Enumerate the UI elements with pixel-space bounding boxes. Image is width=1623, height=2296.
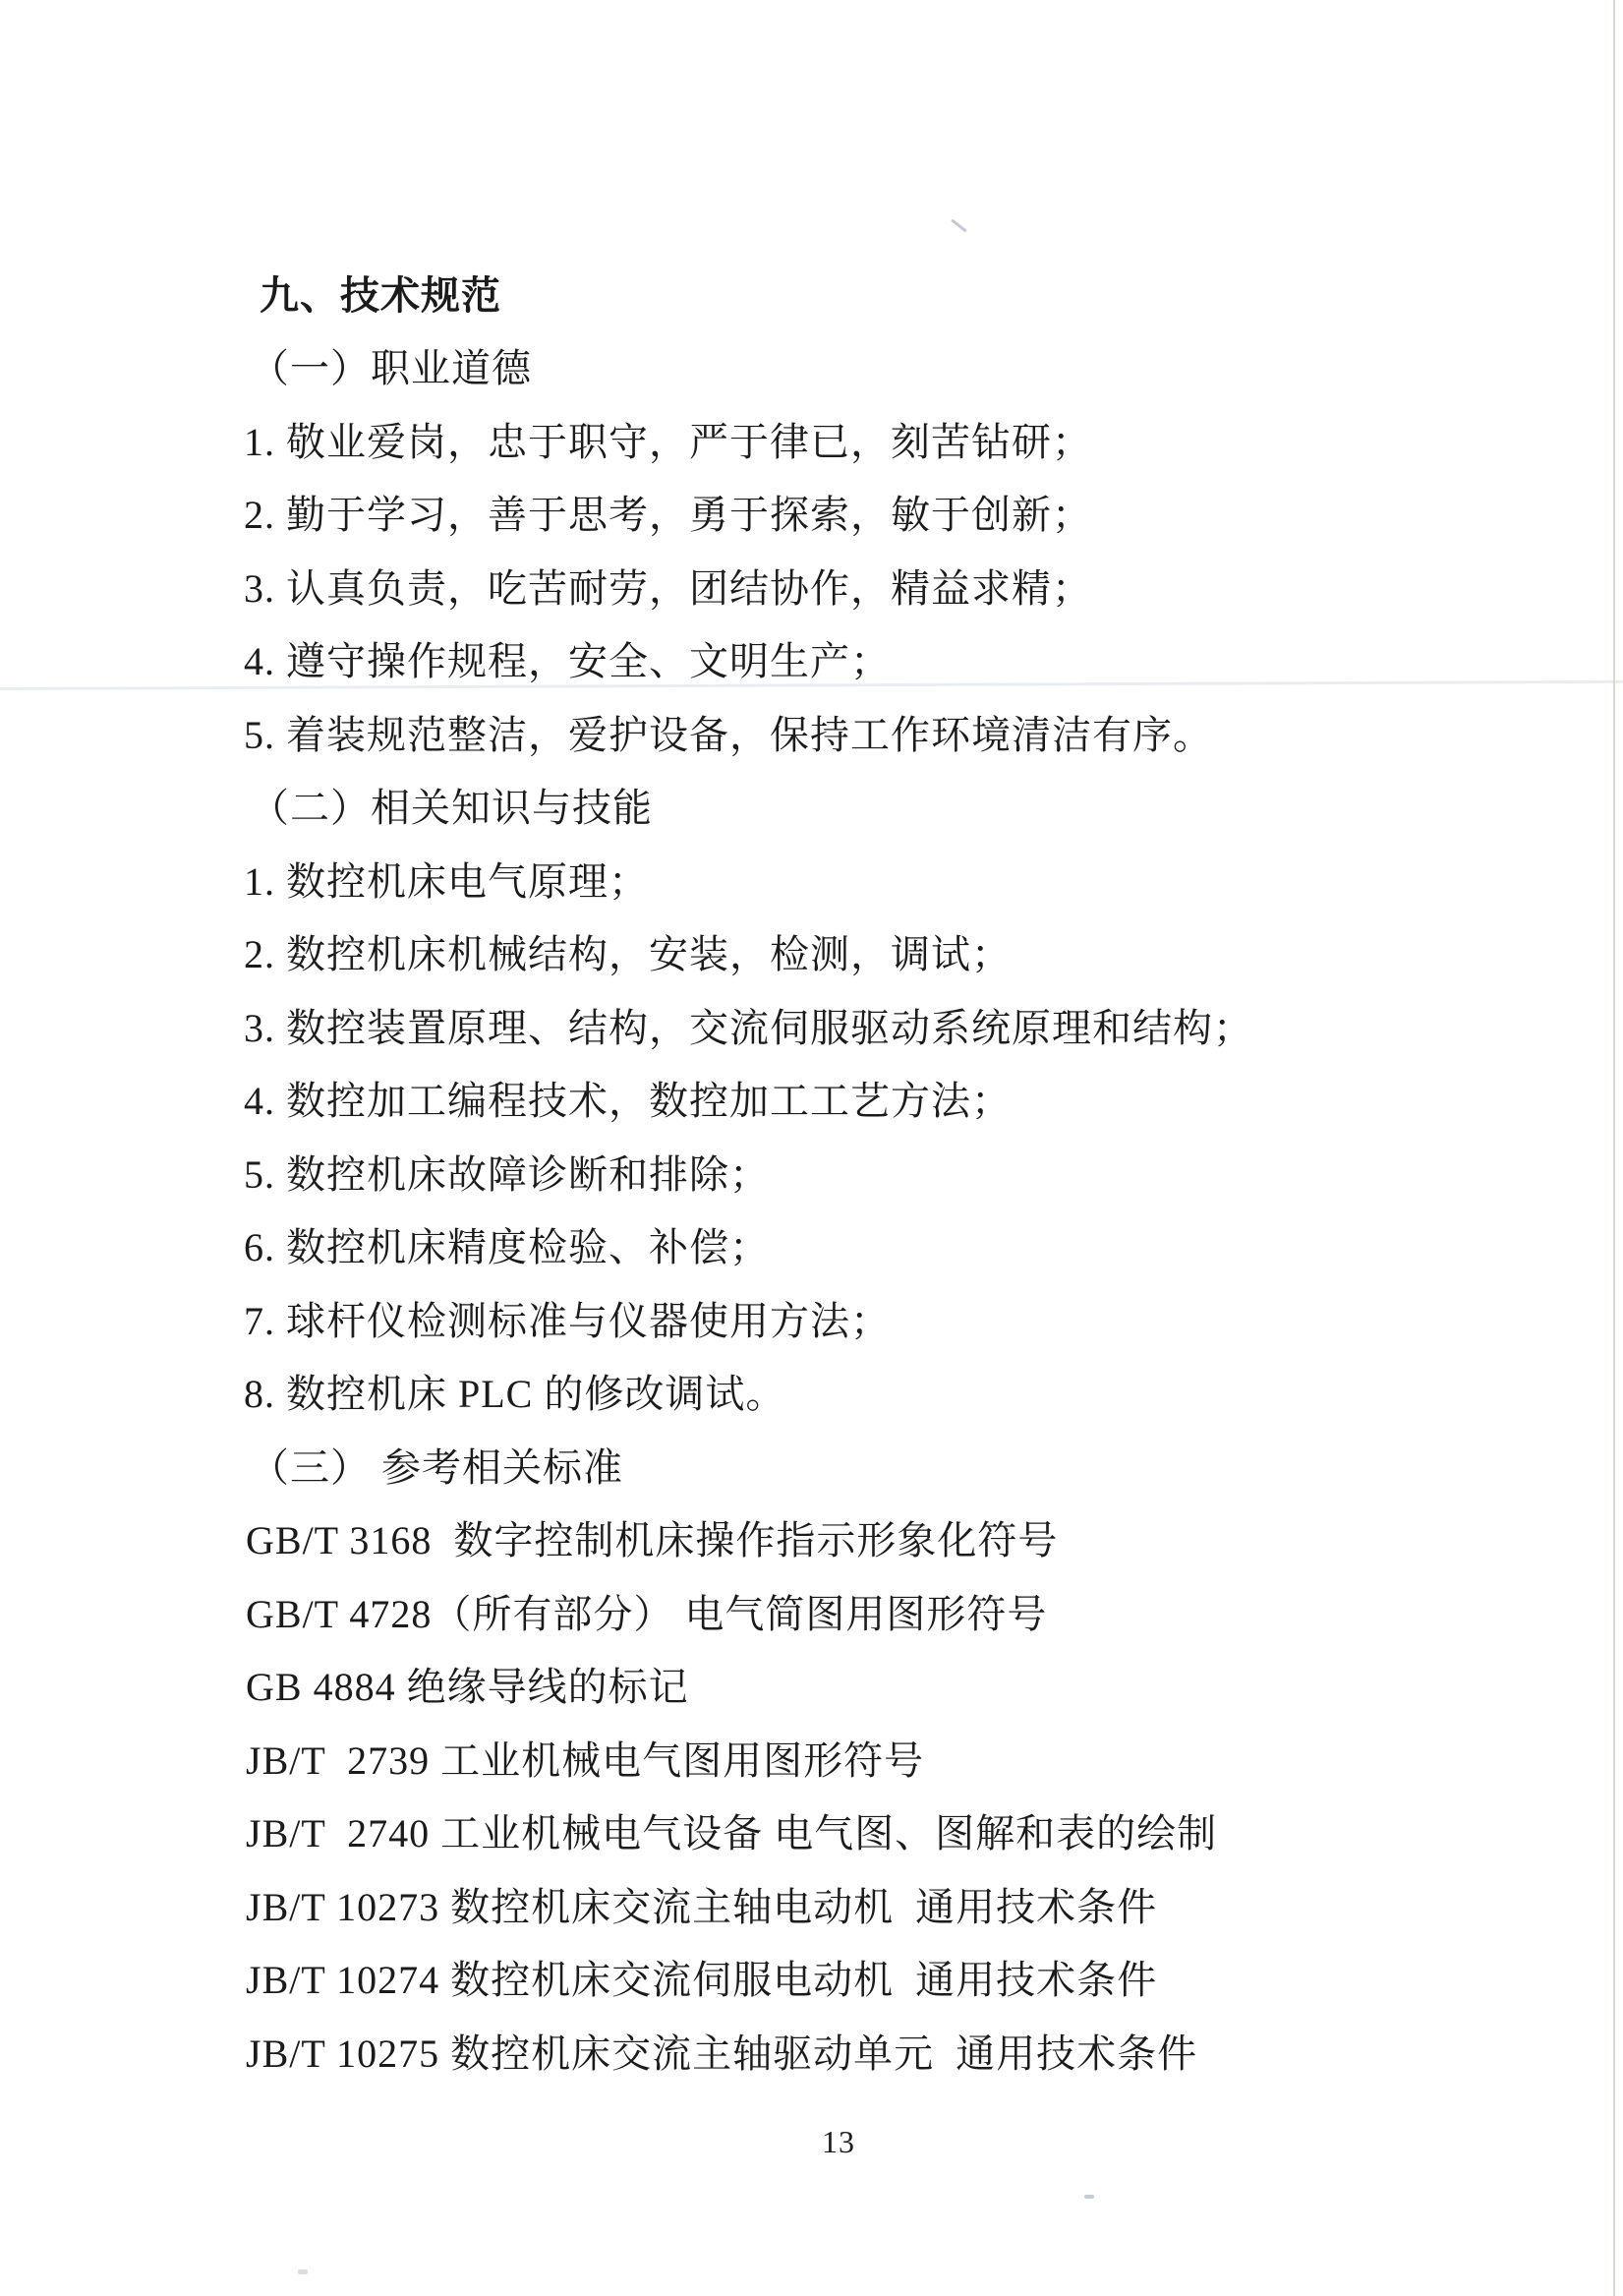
standard-jbt-10274: JB/T 10274 数控机床交流伺服电动机 通用技术条件 (246, 1958, 1158, 2003)
section-1-title: （一）职业道德 (250, 346, 532, 391)
section-2-item-6: 6. 数控机床精度检验、补偿； (244, 1225, 770, 1270)
scan-artifact-squiggle (951, 218, 967, 232)
scan-artifact-mark-2 (298, 2269, 308, 2274)
section-2-item-3: 3. 数控装置原理、结构，交流伺服驱动系统原理和结构； (244, 1005, 1253, 1050)
section-1-item-1: 1. 敬业爱岗，忠于职守，严于律已，刻苦钻研； (244, 419, 1092, 464)
section-1-item-3: 3. 认真负责，吃苦耐劳，团结协作，精益求精； (244, 565, 1092, 611)
standard-gb-4884: GB 4884 绝缘导线的标记 (246, 1665, 689, 1710)
standard-jbt-2739: JB/T 2739 工业机械电气图用图形符号 (246, 1737, 925, 1783)
section-1-item-4: 4. 遵守操作规程，安全、文明生产； (244, 639, 891, 684)
standard-gbt-4728: GB/T 4728（所有部分） 电气简图用图形符号 (246, 1591, 1048, 1636)
standard-gbt-3168: GB/T 3168 数字控制机床操作指示形象化符号 (246, 1518, 1059, 1563)
section-2-item-1: 1. 数控机床电气原理； (244, 858, 649, 904)
section-2-item-5: 5. 数控机床故障诊断和排除； (244, 1151, 770, 1197)
page-number: 13 (822, 2124, 855, 2159)
scan-artifact-right-edge (1613, 0, 1615, 2296)
document-body (0, 256, 1623, 2088)
standard-jbt-10273: JB/T 10273 数控机床交流主轴电动机 通用技术条件 (246, 1884, 1158, 1929)
standard-jbt-10275: JB/T 10275 数控机床交流主轴驱动单元 通用技术条件 (246, 2031, 1198, 2076)
section-3-title: （三） 参考相关标准 (250, 1444, 623, 1490)
section-1-item-5: 5. 着装规范整洁，爱护设备，保持工作环境清洁有序。 (244, 712, 1213, 757)
section-2-item-8: 8. 数控机床 PLC 的修改调试。 (244, 1372, 786, 1417)
scan-artifact-mark-1 (1084, 2195, 1094, 2199)
section-2-item-4: 4. 数控加工编程技术，数控加工工艺方法； (244, 1079, 1012, 1124)
section-2-item-2: 2. 数控机床机械结构，安装，检测，调试； (244, 932, 1012, 977)
section-2-item-7: 7. 球杆仪检测标准与仪器使用方法； (244, 1298, 891, 1343)
standard-jbt-2740: JB/T 2740 工业机械电气设备 电气图、图解和表的绘制 (246, 1811, 1218, 1856)
section-1-item-2: 2. 勤于学习，善于思考，勇于探索，敏于创新； (244, 493, 1092, 538)
doc-heading: 九、技术规范 (260, 272, 501, 318)
section-2-title: （二）相关知识与技能 (250, 786, 653, 831)
